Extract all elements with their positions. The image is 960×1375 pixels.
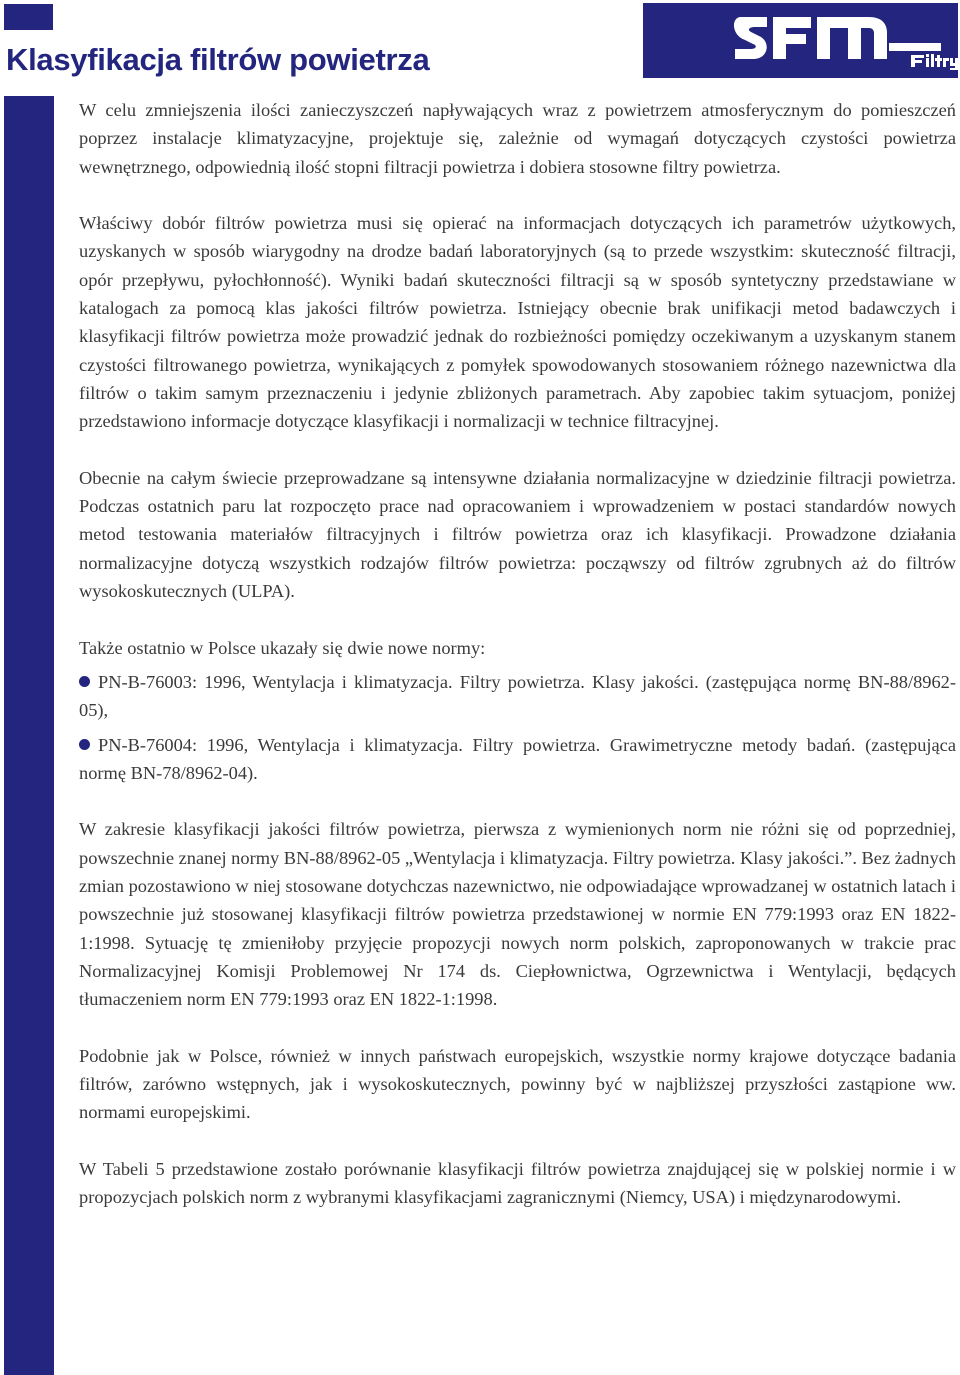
bullet-dot-icon — [79, 676, 90, 687]
norms-intro: Także ostatnio w Polsce ukazały się dwie nowe normy: — [79, 637, 486, 658]
article-body — [79, 96, 956, 1240]
bullet-dot-icon — [79, 739, 90, 750]
paragraph-3: Obecnie na całym świecie przeprowadzane są intensywne działania normalizacyjne w dziedzinie filtracji powietrza. Podczas ostatnich paru lat rozpoczęto prace nad opracowaniem i wprowadzeniem w postaci standardów nowych metod testowania materiałów filtracyjnych i filtrów powietrza oraz ich klasyfikacji. Prowadzone działania normalizacyjne dotyczą wszystkich rodzajów filtrów powietrza: począwszy od filtrów zgrubnych aż do filtrów wysokoskutecznych (ULPA). — [79, 467, 956, 602]
page-title: Klasyfikacja filtrów powietrza — [6, 42, 430, 77]
paragraph-4: W zakresie klasyfikacji jakości filtrów powietrza, pierwsza z wymienionych norm nie różni się od poprzedniej, powszechnie znanej normy BN-88/8962-05 „Wentylacja i klimatyzacja. Filtry powietrza. Klasy jakości.”. Bez żadnych zmian pozostawiono w niej stosowane dotychczas nazewnictwo, nie odpowiadające wprowadzanej w ostatnich latach i powszechnie już stosowanej klasyfikacji filtrów powietrza przedstawionej w normie EN 779:1993 oraz EN 1822-1:1998. Sytuację tę zmieniłoby przyjęcie propozycji nowych norm polskich, zaproponowanych w trakcie prac Normalizacyjnej Komisji Problemowej Nr 174 ds. Ciepłownictwa, Ogrzewnictwa i Wentylacji, będących tłumaczeniem norm EN 779:1993 oraz EN 1822-1:1998. — [79, 819, 956, 1010]
paragraph-2: Właściwy dobór filtrów powietrza musi się opierać na informacjach dotyczących ich parametrów użytkowych, uzyskanych w sposób wiarygodny na drodze badań laboratoryjnych (są to przede wszystkim: skuteczność filtracji, opór przepływu, pyłochłonność). Wyniki badań skuteczności filtracji są w sposób syntetyczny przedstawiane w katalogach za pomocą klas jakości filtrów powietrza. Istniejący obecnie brak unifikacji metod badawczych i klasyfikacji filtrów powietrza może prowadzić jednak do rozbieżności pomiędzy oczekiwanym a uzyskanym stanem czystości filtrowanego powietrza, wynikających z pomyłek spowodowanych stosowaniem różnego nazewnictwa dla filtrów o takim samym przeznaczeniu i jedynie zbliżonych parametrach. Aby zapobiec takim sytuacjom, poniżej przedstawiono informacje dotyczące klasyfikacji i normalizacji w technice filtracyjnej. — [79, 213, 956, 432]
norm-text: PN-B-76004: 1996, Wentylacja i klimatyzacja. Filtry powietrza. Grawimetryczne metody badań. (zastępująca normę BN-78/8962-04). — [79, 734, 956, 783]
paragraph-5: Podobnie jak w Polsce, również w innych państwach europejskich, wszystkie normy krajowe dotyczące badania filtrów, zarówno wstępnych, jak i wysokoskutecznych, powinny być w najbliższej przyszłości zastąpione ww. normami europejskimi. — [79, 1045, 956, 1123]
side-accent-bar — [4, 96, 54, 1375]
sfm-logo-graphic — [643, 3, 958, 78]
sfm-filtry-logo — [643, 3, 958, 78]
corner-accent-block — [4, 4, 53, 30]
norm-list-item — [79, 668, 956, 725]
norm-list-item — [79, 731, 956, 788]
paragraph-6: W Tabeli 5 przedstawione zostało porównanie klasyfikacji filtrów powietrza znajdującej się w polskiej normie i w propozycjach polskich norm z wybranymi klasyfikacjami zagranicznymi (Niemcy, USA) i międzynarodowymi. — [79, 1158, 956, 1208]
paragraph-1: W celu zmniejszenia ilości zanieczyszczeń napływających wraz z powietrzem atmosferycznym do pomieszczeń poprzez instalacje klimatyzacyjne, projektuje się, zależnie od wymagań dotyczących czystości powietrza wewnętrznego, odpowiednią ilość stopni filtracji powietrza i dobiera stosowne filtry powietrza. — [79, 100, 956, 177]
norm-text: PN-B-76003: 1996, Wentylacja i klimatyzacja. Filtry powietrza. Klasy jakości. (zastępująca normę BN-88/8962-05), — [79, 671, 956, 721]
